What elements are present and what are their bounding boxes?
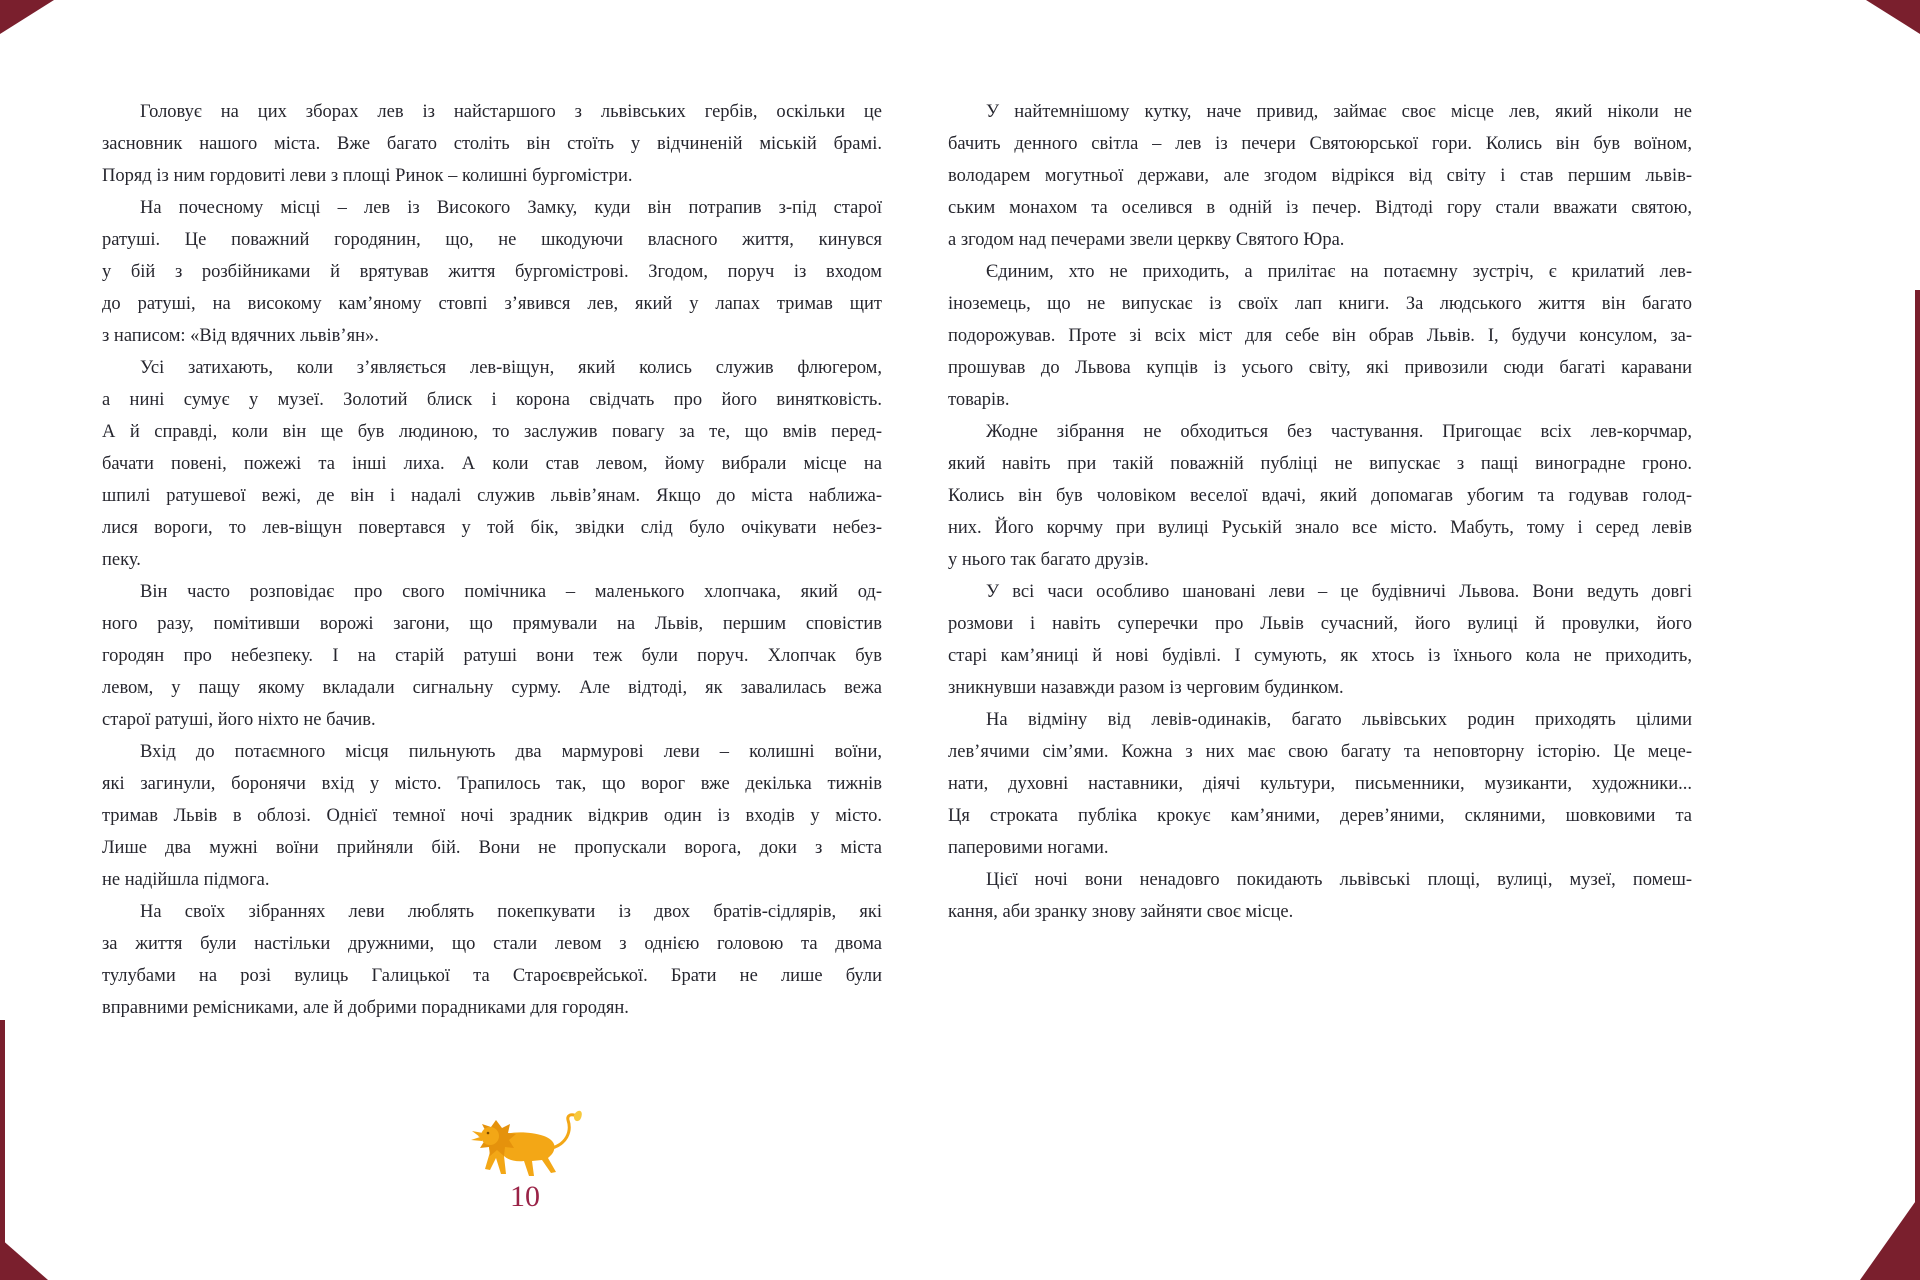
book-cover-corner-top-right (1866, 0, 1920, 34)
text-line: у бій з розбійниками й врятував життя бургомістрові. Згодом, поруч із входом (102, 262, 882, 282)
right-page-text (948, 96, 1692, 928)
text-line: Жодне зібрання не обходиться без частування. Пригощає всіх лев-корчмар, (986, 422, 1692, 442)
left-page-text (102, 96, 882, 1024)
text-line: за життя були настільки дружними, що стали левом з однією головою та двома (102, 934, 882, 954)
text-line: городян про небезпеку. І на старій ратуші вони теж були поруч. Хлопчак був (102, 646, 882, 666)
text-line: лев’ячими сім’ями. Кожна з них має свою багату та неповторну історію. Це меце- (948, 742, 1692, 762)
text-line: У всі часи особливо шановані леви – це будівничі Львова. Вони ведуть довгі (986, 582, 1692, 602)
text-line: ратуші. Це поважний городянин, що, не шкодуючи власного життя, кинувся (102, 230, 882, 250)
text-line: Поряд із ним гордовиті леви з площі Ринок – колишні бургомістри. (102, 166, 633, 186)
text-line: подорожував. Проте зі всіх міст для себе він обрав Львів. І, будучи консулом, за- (948, 326, 1692, 346)
text-line: а згодом над печерами звели церкву Святого Юра. (948, 230, 1345, 250)
text-line: Колись він був чоловіком веселої вдачі, який допомагав убогим та годував голод- (948, 486, 1692, 506)
text-line: бачати повені, пожежі та інші лиха. А коли став левом, йому вибрали місце на (102, 454, 882, 474)
text-line: не надійшла підмога. (102, 870, 270, 890)
text-line: Цієї ночі вони ненадовго покидають львівські площі, вулиці, музеї, помеш- (986, 870, 1692, 890)
book-cover-edge-left (0, 1020, 5, 1280)
text-line: Лише два мужні воїни прийняли бій. Вони не пропускали ворога, доки з міста (102, 838, 882, 858)
text-line: старої ратуші, його ніхто не бачив. (102, 710, 376, 730)
text-line: бачить денного світла – лев із печери Святоюрської гори. Колись він був воїном, (948, 134, 1692, 154)
text-line: Він часто розповідає про свого помічника – маленького хлопчака, який од- (140, 582, 882, 602)
book-cover-corner-bottom-left (0, 1238, 48, 1280)
text-line: левом, у пащу якому вкладали сигнальну сурму. Але відтоді, як завалилась вежа (102, 678, 882, 698)
text-line: нати, духовні наставники, діячі культури, письменники, музиканти, художники... (948, 774, 1692, 794)
text-line: паперовими ногами. (948, 838, 1109, 858)
text-line: у нього так багато друзів. (948, 550, 1149, 570)
text-line: тримав Львів в облозі. Однієї темної ночі зрадник відкрив один із входів у місто. (102, 806, 882, 826)
page-number: 10 (510, 1180, 540, 1213)
text-line: У найтемнішому кутку, наче привид, займає своє місце лев, який ніколи не (986, 102, 1692, 122)
text-line: зникнувши назавжди разом із черговим будинком. (948, 678, 1344, 698)
text-line: вправними ремісниками, але й добрими порадниками для городян. (102, 998, 629, 1018)
text-line: Головує на цих зборах лев із найстаршого з львівських гербів, оскільки це (140, 102, 882, 122)
text-line: А й справді, коли він ще був людиною, то заслужив повагу за те, що вмів перед- (102, 422, 882, 442)
text-line: прошував до Львова купців із усього світу, які привозили сюди багаті каравани (948, 358, 1692, 378)
text-line: до ратуші, на високому кам’яному стовпі з’явився лев, який у лапах тримав щит (102, 294, 882, 314)
text-line: пеку. (102, 550, 141, 570)
text-line: них. Його корчму при вулиці Руській знало все місто. Мабуть, тому і серед левів (948, 518, 1692, 538)
book-cover-edge-right (1915, 290, 1920, 1280)
text-line: ного разу, помітивши ворожі загони, що прямували на Львів, першим сповістив (102, 614, 882, 634)
lion-ornament-icon (460, 1106, 590, 1186)
text-line: товарів. (948, 390, 1010, 410)
text-line: з написом: «Від вдячних львів’ян». (102, 326, 379, 346)
text-line: кання, аби зранку знову зайняти своє місце. (948, 902, 1294, 922)
text-line: Ця строката публіка крокує кам’яними, дерев’яними, скляними, шовковими та (948, 806, 1692, 826)
text-line: На відміну від левів-одинаків, багато львівських родин приходять цілими (986, 710, 1692, 730)
text-line: які загинули, боронячи вхід у місто. Трапилось так, що ворог вже декілька тижнів (102, 774, 882, 794)
text-line: На почесному місці – лев із Високого Замку, куди він потрапив з-під старої (140, 198, 882, 218)
text-line: який навіть при такій поважній публіці не випускає з пащі виноградне гроно. (948, 454, 1692, 474)
text-line: іноземець, що не випускає із своїх лап книги. За людського життя він багато (948, 294, 1692, 314)
text-line: тулубами на розі вулиць Галицької та Староєврейської. Брати не лише були (102, 966, 882, 986)
text-line: ським монахом та оселився в одній із печер. Відтоді гору стали вважати святою, (948, 198, 1692, 218)
text-line: володарем могутньої держави, але згодом відрікся від світу і став першим львів- (948, 166, 1692, 186)
text-line: лися вороги, то лев-віщун повертався у той бік, звідки слід було очікувати небез- (102, 518, 882, 538)
text-line: старі кам’яниці й нові будівлі. І сумують, як хтось із їхнього кола не приходить, (948, 646, 1692, 666)
text-line: засновник нашого міста. Вже багато століть він стоїть у відчиненій міській брамі. (102, 134, 882, 154)
text-line: Єдиним, хто не приходить, а прилітає на потаємну зустріч, є крилатий лев- (986, 262, 1692, 282)
book-cover-corner-top-left (0, 0, 54, 34)
text-line: шпилі ратушевої вежі, де він і надалі служив львів’янам. Якщо до міста наближа- (102, 486, 882, 506)
text-line: а нині сумує у музеї. Золотий блиск і корона свідчать про його винятковість. (102, 390, 882, 410)
text-line: Вхід до потаємного місця пильнують два мармурові леви – колишні воїни, (140, 742, 882, 762)
text-line: Усі затихають, коли з’являється лев-віщун, який колись служив флюгером, (140, 358, 882, 378)
book-cover-corner-bottom-right (1860, 1195, 1920, 1280)
text-line: розмови і навіть суперечки про Львів сучасний, його вулиці й провулки, його (948, 614, 1692, 634)
text-line: На своїх зібраннях леви люблять покепкувати із двох братів-сідлярів, які (140, 902, 882, 922)
